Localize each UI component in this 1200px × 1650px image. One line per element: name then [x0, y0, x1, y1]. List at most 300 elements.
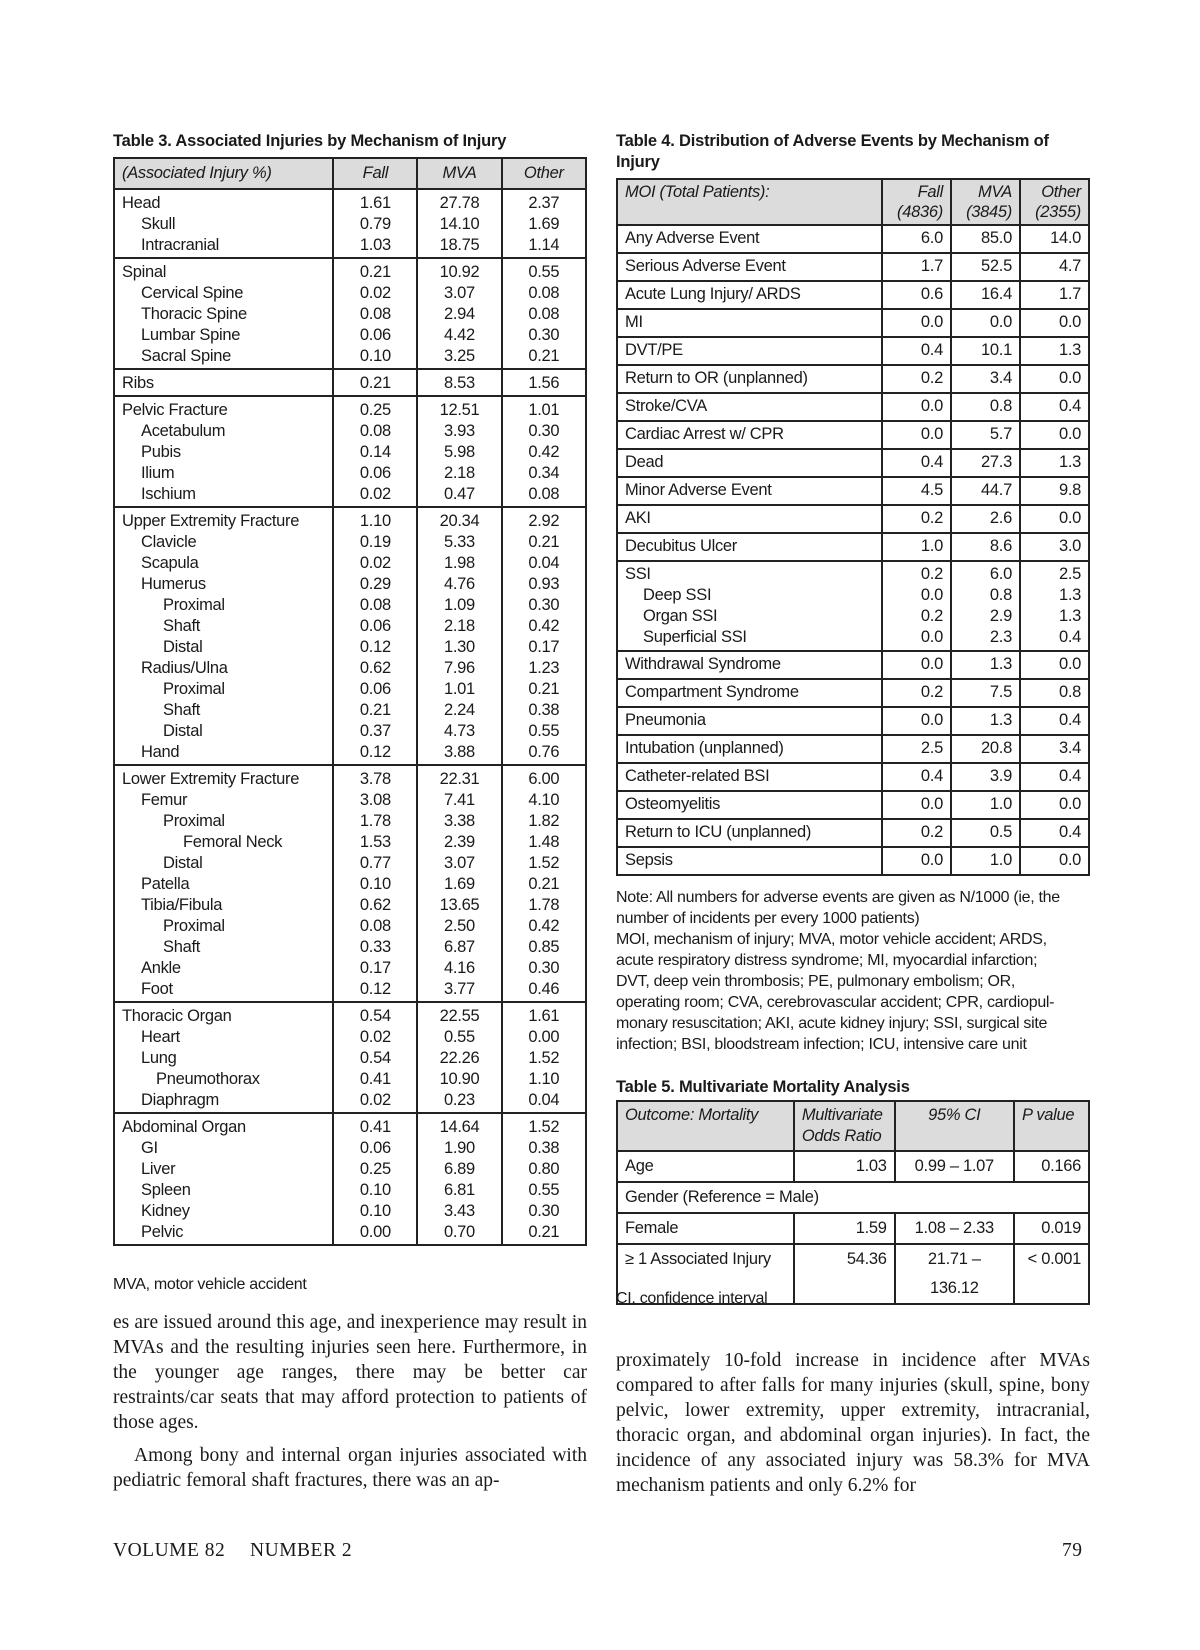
table3-other-value: 0.04 [528, 554, 560, 572]
table4-other-cell: 3.4 [1020, 735, 1089, 763]
table4-fall-cell: 0.6 [882, 281, 951, 309]
table3-other-value: 1.10 [528, 1070, 560, 1088]
table3-fall-value: 0.10 [359, 1181, 391, 1199]
table3-other-value: 1.69 [528, 215, 560, 233]
table3-other-value: 0.80 [528, 1160, 560, 1178]
table3-injury-label: Distal [163, 638, 203, 656]
table3 [113, 157, 587, 1246]
table4-mva-cell: 85.0 [951, 225, 1020, 253]
table4-header-mva [951, 179, 1020, 225]
table4-caption-line2: Injury [616, 153, 660, 171]
table4-ssi-fall: 0.2 [920, 565, 943, 583]
table3-fall-cell [333, 765, 417, 1002]
table4-fall-cell: 0.0 [882, 309, 951, 337]
table3-fall-cell [333, 1002, 417, 1113]
table4-label-cell: Dead [617, 449, 882, 477]
table4-row [617, 735, 1089, 763]
table3-mva-value: 12.51 [439, 401, 480, 419]
table4-ssi-other: 0.4 [1058, 628, 1081, 646]
table3-fall-value: 0.79 [359, 215, 391, 233]
table4-fall-cell: 0.2 [882, 505, 951, 533]
table3-injury-label: Scapula [141, 554, 199, 572]
table4-fall-cell: 0.4 [882, 763, 951, 791]
table4-fall-cell: 0.0 [882, 651, 951, 679]
table3-injury-label: Sacral Spine [141, 347, 231, 365]
table4-other-cell: 1.3 [1020, 337, 1089, 365]
right-column-text [616, 1348, 1090, 1498]
table4-other-cell: 0.4 [1020, 393, 1089, 421]
table4-fall-cell: 0.4 [882, 449, 951, 477]
table3-injury-label: Lung [141, 1049, 177, 1067]
table3-other-value: 1.01 [528, 401, 560, 419]
table3-group-row [114, 1002, 586, 1113]
table4-row [617, 707, 1089, 735]
table3-label-cell [114, 1113, 333, 1245]
table3-header-row [114, 158, 586, 189]
table3-fall-value: 0.10 [359, 347, 391, 365]
table5-header-row [617, 1101, 1089, 1151]
table3-mva-value: 4.42 [444, 326, 475, 344]
table3-fall-value: 0.41 [359, 1118, 391, 1136]
table3-injury-label: Patella [141, 875, 190, 893]
table4-header-row [617, 179, 1089, 225]
table4-fall-cell: 0.2 [882, 679, 951, 707]
table4-fall-cell: 0.0 [882, 791, 951, 819]
table3-other-cell [502, 765, 586, 1002]
table3-mva-value: 8.53 [444, 374, 475, 392]
table3-fall-value: 0.37 [359, 722, 391, 740]
table3-mva-value: 4.73 [444, 722, 475, 740]
table4-label-cell: Intubation (unplanned) [617, 735, 882, 763]
table3-fall-value: 0.19 [359, 533, 391, 551]
table3-other-value: 1.82 [528, 812, 560, 830]
table4-note-line: infection; BSI, bloodstream infection; ICU, intensive care unit [616, 1036, 1027, 1053]
table3-other-cell [502, 1113, 586, 1245]
table4-header-fall-count: (4836) [897, 203, 943, 221]
table3-other-value: 0.04 [528, 1091, 560, 1109]
table4-other-cell: 0.0 [1020, 505, 1089, 533]
table3-other-value: 0.17 [528, 638, 560, 656]
table3-mva-value: 6.87 [444, 938, 475, 956]
table3-group-row [114, 765, 586, 1002]
table3-other-value: 1.52 [528, 1049, 560, 1067]
table3-header-other: Other [502, 158, 586, 189]
table3-injury-label: Distal [163, 722, 203, 740]
table3-fall-value: 3.78 [359, 770, 391, 788]
table4-note-line: Note: All numbers for adverse events are given as N/1000 (ie, the [616, 889, 1060, 906]
table3-group-row [114, 369, 586, 396]
table3-other-value: 1.56 [528, 374, 560, 392]
table3-other-value: 0.85 [528, 938, 560, 956]
table3-mva-value: 1.90 [444, 1139, 475, 1157]
table3-injury-label: Distal [163, 854, 203, 872]
table4-ssi-fall: 0.0 [920, 586, 943, 604]
table3-other-value: 4.10 [528, 791, 560, 809]
table3-other-value: 1.52 [528, 1118, 560, 1136]
table3-injury-label: Proximal [163, 596, 225, 614]
table3-injury-label: Skull [141, 215, 176, 233]
table4-label-cell: MI [617, 309, 882, 337]
table5-header-or [794, 1101, 895, 1151]
table5-caption: Table 5. Multivariate Mortality Analysis [616, 1078, 910, 1096]
table3-fall-value: 0.12 [359, 980, 391, 998]
table3-injury-label: Proximal [163, 917, 225, 935]
table3-fall-value: 0.02 [359, 1091, 391, 1109]
table3-fall-value: 0.02 [359, 1028, 391, 1046]
table4-note-line: acute respiratory distress syndrome; MI, myocardial infarction; [616, 952, 1038, 969]
table3-fall-value: 0.08 [359, 917, 391, 935]
table3-group-row [114, 258, 586, 369]
table3-other-value: 0.30 [528, 326, 560, 344]
table4-fall-cell: 2.5 [882, 735, 951, 763]
table3-other-value: 1.61 [528, 1007, 560, 1025]
table4-mva-cell: 0.0 [951, 309, 1020, 337]
table4-other-cell: 9.8 [1020, 477, 1089, 505]
table3-other-value: 0.21 [528, 1223, 560, 1241]
table3-fall-value: 0.02 [359, 485, 391, 503]
table4-label-cell: Stroke/CVA [617, 393, 882, 421]
table4-label-cell: AKI [617, 505, 882, 533]
table3-injury-label: Pubis [141, 443, 181, 461]
table4-fall-cell: 0.0 [882, 707, 951, 735]
table4-label-cell: Return to OR (unplanned) [617, 365, 882, 393]
table4-fall-cell: 0.2 [882, 819, 951, 847]
table3-other-value: 0.30 [528, 1202, 560, 1220]
table4-other-cell: 0.8 [1020, 679, 1089, 707]
table4-ssi-label: SSI [625, 565, 651, 583]
table3-fall-value: 1.61 [359, 194, 391, 212]
table4-caption-line1: Table 4. Distribution of Adverse Events by Mechanism of [616, 132, 1049, 150]
table4-other-cell: 3.0 [1020, 533, 1089, 561]
table3-injury-label: Foot [141, 980, 173, 998]
table3-mva-cell [417, 1002, 501, 1113]
table4-ssi-group-row [617, 561, 1089, 651]
table3-injury-label: Ankle [141, 959, 181, 977]
table4-row [617, 309, 1089, 337]
table3-fall-value: 0.62 [359, 659, 391, 677]
table3-other-cell [502, 369, 586, 396]
table3-mva-value: 22.26 [439, 1049, 480, 1067]
table3-other-value: 1.48 [528, 833, 560, 851]
table5-header-or-line1: Multivariate [801, 1106, 883, 1124]
table5-footnote: CI, confidence interval [616, 1290, 768, 1307]
table3-mva-value: 3.43 [444, 1202, 475, 1220]
table4-note-line: DVT, deep vein thrombosis; PE, pulmonary embolism; OR, [616, 973, 1016, 990]
table4-mva-cell: 0.5 [951, 819, 1020, 847]
table4-ssi-label: Deep SSI [643, 586, 712, 604]
table3-mva-value: 2.50 [444, 917, 475, 935]
table5-age-ci: 0.99 – 1.07 [895, 1151, 1014, 1182]
table3-other-value: 0.55 [528, 722, 560, 740]
table3-mva-value: 5.98 [444, 443, 475, 461]
table3-mva-value: 6.81 [444, 1181, 475, 1199]
table3-injury-label: Shaft [163, 701, 201, 719]
table4-fall-cell: 6.0 [882, 225, 951, 253]
table3-other-cell [502, 1002, 586, 1113]
table3-injury-label: Clavicle [141, 533, 197, 551]
table3-fall-cell [333, 369, 417, 396]
table3-body [114, 189, 586, 1245]
table4-ssi-fall: 0.2 [920, 607, 943, 625]
table3-other-cell [502, 507, 586, 765]
table3-label-cell [114, 507, 333, 765]
table4-mva-cell: 20.8 [951, 735, 1020, 763]
table4-ssi-other: 1.3 [1058, 607, 1081, 625]
table3-other-value: 0.21 [528, 347, 560, 365]
table4-caption [616, 131, 1049, 173]
table4-row [617, 763, 1089, 791]
table4-row [617, 393, 1089, 421]
table3-mva-value: 22.31 [439, 770, 480, 788]
table4-fall-cell: 0.2 [882, 365, 951, 393]
table4-row [617, 505, 1089, 533]
table4 [616, 178, 1090, 876]
table4-note-line: number of incidents per every 1000 patients) [616, 910, 920, 927]
table3-injury-label: Abdominal Organ [122, 1118, 246, 1136]
table3-fall-value: 0.08 [359, 305, 391, 323]
table4-mva-cell: 16.4 [951, 281, 1020, 309]
table3-injury-label: Femoral Neck [183, 833, 283, 851]
table3-other-value: 2.37 [528, 194, 560, 212]
table5-header-or-line2: Odds Ratio [801, 1127, 882, 1145]
table4-row [617, 281, 1089, 309]
footer-number: NUMBER 2 [250, 1540, 353, 1561]
table4-mva-cell: 5.7 [951, 421, 1020, 449]
table3-fall-value: 0.17 [359, 959, 391, 977]
table4-row [617, 337, 1089, 365]
table4-row [617, 819, 1089, 847]
table4-other-cell: 0.0 [1020, 651, 1089, 679]
table4-mva-cell: 27.3 [951, 449, 1020, 477]
table5-row-female [617, 1213, 1089, 1244]
table4-label-cell: Minor Adverse Event [617, 477, 882, 505]
table3-mva-value: 6.89 [444, 1160, 475, 1178]
table5-header-outcome: Outcome: Mortality [617, 1101, 794, 1151]
table4-fall-cell: 4.5 [882, 477, 951, 505]
table3-other-value: 0.55 [528, 1181, 560, 1199]
table3-mva-cell [417, 507, 501, 765]
table3-fall-value: 0.21 [359, 701, 391, 719]
table3-fall-value: 0.06 [359, 617, 391, 635]
table3-other-value: 0.55 [528, 263, 560, 281]
table5-assoc-ci: 21.71 – 136.12 [895, 1244, 1014, 1304]
table4-other-cell: 0.4 [1020, 763, 1089, 791]
table3-injury-label: Liver [141, 1160, 176, 1178]
table3-header-fall: Fall [333, 158, 417, 189]
table3-group-row [114, 507, 586, 765]
table4-label-cell: Sepsis [617, 847, 882, 875]
table3-injury-label: Intracranial [141, 236, 220, 254]
table3-fall-value: 0.12 [359, 638, 391, 656]
footer-volume: VOLUME 82 [113, 1540, 226, 1561]
table3-mva-value: 10.90 [439, 1070, 480, 1088]
table4-ssi-mva-cell [951, 561, 1020, 651]
table4-row [617, 651, 1089, 679]
table5-gender-label: Gender (Reference = Male) [617, 1182, 1089, 1213]
table3-other-value: 6.00 [528, 770, 560, 788]
table4-label-cell: Decubitus Ulcer [617, 533, 882, 561]
table3-fall-cell [333, 396, 417, 507]
table4-fall-cell: 1.0 [882, 533, 951, 561]
left-paragraph-1: es are issued around this age, and inexperience may result in MVAs and the resulting injuries seen here. Furthermore, in the younger age ranges, there may be better car restraints/car seats that may afford protection to patients of those ages. [113, 1312, 587, 1433]
table3-mva-value: 14.64 [439, 1118, 480, 1136]
table3-other-value: 0.08 [528, 284, 560, 302]
table3-injury-label: Thoracic Organ [122, 1007, 232, 1025]
table3-other-value: 0.21 [528, 680, 560, 698]
table3-mva-value: 2.94 [444, 305, 475, 323]
table4-ssi-mva: 6.0 [989, 565, 1012, 583]
table3-injury-label: Proximal [163, 680, 225, 698]
table4-other-cell: 0.0 [1020, 421, 1089, 449]
table3-injury-label: Humerus [141, 575, 206, 593]
table3-other-value: 0.93 [528, 575, 560, 593]
table4-label-cell: Any Adverse Event [617, 225, 882, 253]
table4-row [617, 533, 1089, 561]
table4-mva-cell: 1.0 [951, 791, 1020, 819]
table3-fall-value: 0.06 [359, 680, 391, 698]
table3-mva-value: 4.16 [444, 959, 475, 977]
table3-fall-value: 0.21 [359, 263, 391, 281]
table3-injury-label: Acetabulum [141, 422, 226, 440]
table3-fall-value: 0.41 [359, 1070, 391, 1088]
table4-body [617, 225, 1089, 875]
table4-label-cell: Acute Lung Injury/ ARDS [617, 281, 882, 309]
table3-label-cell [114, 369, 333, 396]
table3-injury-label: Cervical Spine [141, 284, 244, 302]
table4-row [617, 365, 1089, 393]
table4-row [617, 477, 1089, 505]
table3-fall-value: 0.08 [359, 422, 391, 440]
table3-label-cell [114, 1002, 333, 1113]
page-footer-volume [113, 1540, 352, 1562]
table4-note-line: MOI, mechanism of injury; MVA, motor vehicle accident; ARDS, [616, 931, 1047, 948]
table3-mva-value: 2.24 [444, 701, 475, 719]
table3-fall-value: 0.10 [359, 1202, 391, 1220]
table3-fall-value: 1.03 [359, 236, 391, 254]
table3-mva-cell [417, 369, 501, 396]
table4-ssi-other: 1.3 [1058, 586, 1081, 604]
table3-footnote: MVA, motor vehicle accident [113, 1276, 307, 1293]
table5-female-or: 1.59 [794, 1213, 895, 1244]
table3-other-value: 0.08 [528, 305, 560, 323]
table3-fall-value: 0.00 [359, 1223, 391, 1241]
table4-other-cell: 0.0 [1020, 365, 1089, 393]
table3-mva-value: 3.07 [444, 854, 475, 872]
table3-other-value: 1.52 [528, 854, 560, 872]
table3-mva-value: 13.65 [439, 896, 480, 914]
table4-label-cell: Compartment Syndrome [617, 679, 882, 707]
table4-ssi-mva: 2.9 [989, 607, 1012, 625]
table4-row [617, 421, 1089, 449]
table4-mva-cell: 8.6 [951, 533, 1020, 561]
table3-injury-label: Shaft [163, 617, 201, 635]
table3-other-value: 0.34 [528, 464, 560, 482]
left-column-text [113, 1310, 587, 1493]
table4-label-cell: DVT/PE [617, 337, 882, 365]
table3-fall-value: 0.33 [359, 938, 391, 956]
table3-mva-value: 3.93 [444, 422, 475, 440]
table3-mva-value: 0.55 [444, 1028, 475, 1046]
table3-mva-value: 22.55 [439, 1007, 480, 1025]
table3-other-value: 0.46 [528, 980, 560, 998]
table3-mva-value: 0.23 [444, 1091, 475, 1109]
table3-mva-value: 10.92 [439, 263, 480, 281]
table4-other-cell: 0.0 [1020, 309, 1089, 337]
table5-age-p: 0.166 [1014, 1151, 1089, 1182]
table3-mva-value: 1.30 [444, 638, 475, 656]
table4-row [617, 847, 1089, 875]
table4-header-fall-name: Fall [917, 183, 943, 201]
table4-header-moi: MOI (Total Patients): [617, 179, 882, 225]
table3-other-value: 0.42 [528, 917, 560, 935]
table3-other-value: 0.38 [528, 1139, 560, 1157]
table3-fall-value: 0.25 [359, 401, 391, 419]
table4-other-cell: 0.4 [1020, 707, 1089, 735]
table3-other-value: 0.00 [528, 1028, 560, 1046]
table3-mva-value: 2.39 [444, 833, 475, 851]
table4-label-cell: Pneumonia [617, 707, 882, 735]
table3-fall-value: 0.06 [359, 1139, 391, 1157]
table3-mva-value: 2.18 [444, 617, 475, 635]
table4-label-cell: Cardiac Arrest w/ CPR [617, 421, 882, 449]
table3-fall-value: 3.08 [359, 791, 391, 809]
table5-age-or: 1.03 [794, 1151, 895, 1182]
table3-injury-label: Diaphragm [141, 1091, 220, 1109]
table3-other-value: 0.08 [528, 485, 560, 503]
table3-mva-value: 18.75 [439, 236, 480, 254]
table3-label-cell [114, 189, 333, 258]
table3-fall-value: 0.62 [359, 896, 391, 914]
table4-label-cell: Osteomyelitis [617, 791, 882, 819]
table5-female-label: Female [617, 1213, 794, 1244]
table4-label-cell: Return to ICU (unplanned) [617, 819, 882, 847]
table4-note-line: monary resuscitation; AKI, acute kidney injury; SSI, surgical site [616, 1015, 1048, 1032]
table3-injury-label: Upper Extremity Fracture [122, 512, 300, 530]
table3-mva-value: 7.41 [444, 791, 475, 809]
table3-mva-value: 1.09 [444, 596, 475, 614]
table3-mva-value: 3.88 [444, 743, 475, 761]
table4-mva-cell: 52.5 [951, 253, 1020, 281]
table4-other-cell: 14.0 [1020, 225, 1089, 253]
table4-ssi-label-cell [617, 561, 882, 651]
table3-injury-label: Pneumothorax [156, 1070, 260, 1088]
table3-fall-value: 0.29 [359, 575, 391, 593]
table3-injury-label: Spinal [122, 263, 167, 281]
table4-header-other-count: (2355) [1035, 203, 1081, 221]
table3-injury-label: Femur [141, 791, 188, 809]
table3-fall-value: 0.02 [359, 284, 391, 302]
table3-label-cell [114, 396, 333, 507]
table3-mva-value: 1.98 [444, 554, 475, 572]
table5-header-p: P value [1014, 1101, 1089, 1151]
table3-fall-value: 0.21 [359, 374, 391, 392]
table3-fall-value: 1.53 [359, 833, 391, 851]
page-number: 79 [1062, 1540, 1083, 1561]
table5-assoc-p: < 0.001 [1014, 1244, 1089, 1304]
table5 [616, 1100, 1090, 1305]
table3-other-value: 1.78 [528, 896, 560, 914]
table3-group-row [114, 1113, 586, 1245]
table4-mva-cell: 3.4 [951, 365, 1020, 393]
table4-other-cell: 0.0 [1020, 847, 1089, 875]
table3-mva-cell [417, 765, 501, 1002]
table3-fall-value: 0.02 [359, 554, 391, 572]
table3-fall-value: 0.14 [359, 443, 391, 461]
table4-mva-cell: 3.9 [951, 763, 1020, 791]
table3-other-value: 0.30 [528, 596, 560, 614]
table3-other-value: 1.14 [528, 236, 560, 254]
table3-injury-label: Ribs [122, 374, 154, 392]
